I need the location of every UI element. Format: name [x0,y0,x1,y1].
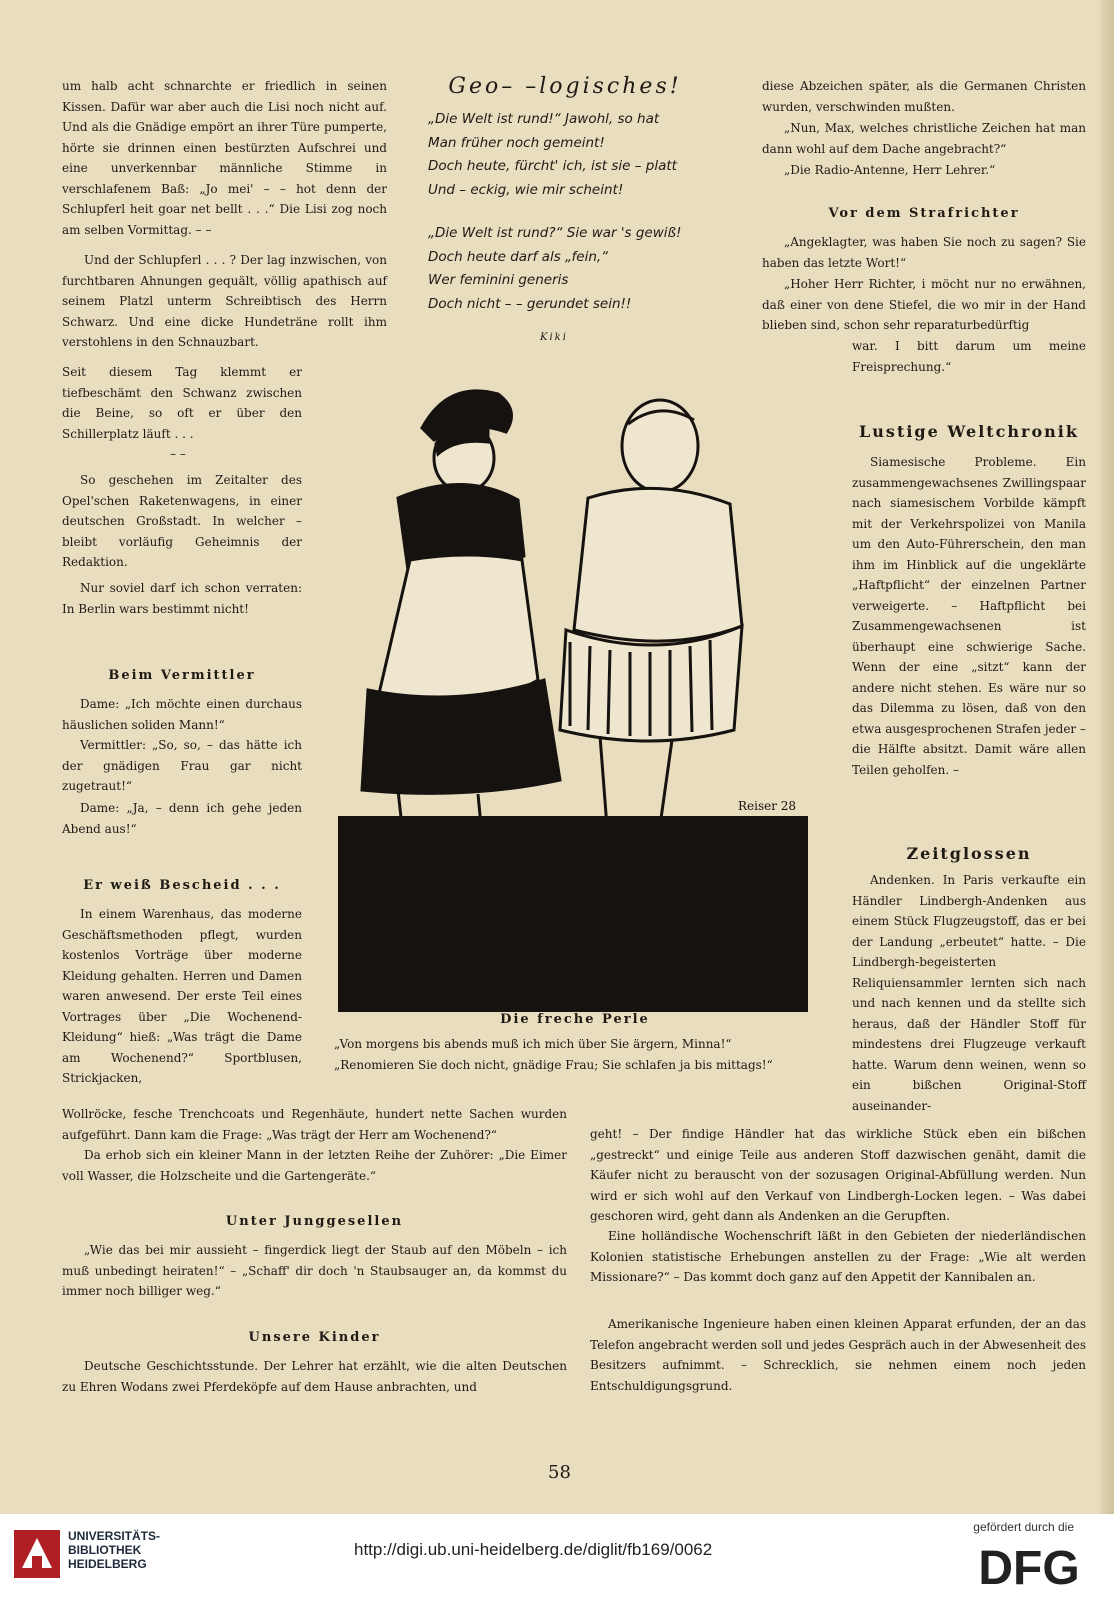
heading-kinder: Unsere Kinder [248,1330,381,1345]
page-number: 58 [548,1462,571,1483]
kinder-text: Deutsche Geschichtsstunde. Der Lehrer hat erzählt, wie die alten Deutschen zu Ehren Wodans zwei Pferdeköpfe auf dem Hause anbrachten, und [62,1359,567,1394]
vermittler-line-3: Dame: „Ja, – denn ich gehe jeden Abend aus!“ [62,801,302,836]
university-line-3: HEIDELBERG [68,1557,147,1571]
footer-bar [0,1514,1114,1599]
page-fold [1100,0,1114,1514]
poem-line: Doch heute, fürcht' ich, ist sie – platt [428,158,677,174]
poem-line: Doch heute darf als „fein,“ [428,248,609,265]
university-logo-icon [12,1528,62,1580]
cartoon-illustration [338,380,818,1014]
sponsor-text: gefördert durch die [973,1520,1074,1534]
bescheid-part-3: Da erhob sich ein kleiner Mann in der letzten Reihe der Zuhörer: „Die Eimer voll Wasser, die Holzscheite und die Gartengeräte.“ [62,1148,567,1183]
separator: – – [170,447,186,461]
heading-strafrichter: Vor dem Strafrichter [828,206,1020,221]
strafrichter-para-2b: war. I bitt darum um meine Freisprechung.“ [852,339,1086,374]
right-para-1: diese Abzeichen später, als die Germanen Christen wurden, verschwinden mußten. [762,79,1086,114]
right-para-3: „Die Radio-Antenne, Herr Lehrer.“ [784,163,996,177]
poem-line: Doch nicht – – gerundet sein!! [428,295,632,312]
junggesellen-text: „Wie das bei mir aussieht – fingerdick liegt der Staub auf den Möbeln – ich muß unbedingt heiraten!“ – „Schaff' dir doch 'n Staubsauger an, da kommst du immer noch billiger weg.“ [62,1243,567,1298]
lady-figure [560,400,742,860]
caption-line-2: „Renomieren Sie doch nicht, gnädige Frau; Sie schlafen ja bis mittags!“ [334,1058,773,1072]
heading-junggesellen: Unter Junggesellen [225,1214,404,1229]
bescheid-part-2: Wollröcke, fesche Trenchcoats und Regenhäute, hundert nette Sachen wurden aufgeführt. Dann kam die Frage: „Was trägt der Herr am Wochenend?“ [62,1107,567,1142]
cartoon-caption [334,1034,816,1076]
bescheid-part-1: In einem Warenhaus, das moderne Geschäftsmethoden pflegt, wurden kostenlos Vorträge über moderne Kleidung gehalten. Herren und Damen waren anwesend. Der erste Teil eines Vortrages über „Die Wochenend-Kleidung“ hieß: „Was trägt die Dame am Wochenend?“ Sportblusen, Strickjacken, [62,907,302,1085]
poem-line: Wer feminini generis [428,272,569,288]
heading-weltchronik: Lustige Weltchronik [859,422,1079,441]
heading-zeitglossen: Zeitglossen [906,844,1032,863]
right-para-2: „Nun, Max, welches christliche Zeichen hat man dann wohl auf dem Dache angebracht?“ [762,121,1086,156]
strafrichter-para-2a: „Hoher Herr Richter, i möcht nur no erwähnen, daß einer von dene Stiefel, die wo mir in der Hand blieben sind, schon sehr reparaturbedürftig [762,277,1086,332]
cartoon-title: Die freche Perle [500,1012,650,1027]
university-line-1: UNIVERSITÄTS- [68,1529,161,1543]
heading-bescheid: Er weiß Bescheid . . . [83,878,281,893]
zeitglossen-para-3: Amerikanische Ingenieure haben einen kleinen Apparat erfunden, der an das Telefon angebracht werden soll und jedes Gespräch auch in der Abwesenheit des Besitzers aufnimmt. – Schrecklich, sie nehmen einem noch jeden Entschuldigungsgrund. [590,1317,1086,1393]
university-name [68,1529,160,1571]
artist-signature: Reiser 28 [738,799,797,813]
heading-vermittler: Beim Vermittler [108,668,256,683]
dark-floor [338,816,808,1012]
caption-line-1: „Von morgens bis abends muß ich mich über Sie ärgern, Minna!“ [334,1037,732,1051]
zeitglossen-para-2: Eine holländische Wochenschrift läßt in den Gebieten der niederländischen Kolonien statistische Erhebungen anstellen zu der Frage: „Wie alt werden Missionare?“ – Das kommt doch ganz auf den Appetit der Kannibalen an. [590,1229,1086,1284]
poem-stanza-2 [428,222,681,316]
strafrichter-para-1: „Angeklagter, was haben Sie noch zu sagen? Sie haben das letzte Wort!“ [762,235,1086,270]
vermittler-line-2: Vermittler: „So, so, – das hätte ich der gnädigen Frau gar nicht zugetraut!“ [62,738,302,793]
source-url-link[interactable]: http://digi.ub.uni-heidelberg.de/diglit/fb169/0062 [354,1540,713,1559]
left-para-4: So geschehen im Zeitalter des Opel'schen Raketenwagens, in einer deutschen Großstadt. In welcher – bleibt vorläufig Geheimnis der Redaktion. [62,473,302,569]
poem-stanza-1 [428,108,677,202]
left-para-5: Nur soviel darf ich schon verraten: In Berlin wars bestimmt nicht! [62,581,302,616]
zeitglossen-para-1a: Andenken. In Paris verkaufte ein Händler Lindbergh-Andenken aus einem Stück Flugzeugstoff, das er bei der Landung „erbeutet“ hatte. – Die Lindbergh-begeisterten Reliquiensammler lernten sich nach und nach kennen und da stellte sich heraus, daß der Händler Stoff für mindestens drei Flugzeuge verkauft hatte. Warum denn weinen, wenn so ein bißchen Original-Stoff auseinander- [852,873,1086,1113]
poem-title: Geo– –logisches! [448,74,682,99]
poem-line: „Die Welt ist rund?“ Sie war 's gewiß! [428,225,682,241]
left-para-1: um halb acht schnarchte er friedlich in seinen Kissen. Dafür war aber auch die Lisi noch nicht auf. Und als die Gnädige empört an ihrer Türe pumperte, hörte sie drinnen einen bestürzten Aufschrei und eine unverkennbar männliche Stimme in verschlafenem Baß: „Jo mei' – – hot denn der Schlupferl heit goar net bellt . . .“ Die Lisi zog noch am selben Vormittag. – – [62,79,387,237]
university-line-2: BIBLIOTHEK [68,1543,142,1557]
left-para-3: Seit diesem Tag klemmt er tiefbeschämt den Schwanz zwischen die Beine, so oft er über den Schillerplatz läuft . . . [62,365,302,441]
dfg-logo [966,1536,1092,1592]
poem-line: „Die Welt ist rund!“ Jawohl, so hat [428,111,660,127]
weltchronik-text: Siamesische Probleme. Ein zusammengewachsenes Zwillingspaar nach siamesischem Vorbilde kämpft mit der Verkehrspolizei von Manila um den Auto-Führerschein, den man ihm im Hinblick auf die ungeklärte „Haftpflicht“ der einzelnen Partner verweigerte. – Haftpflicht bei Zusammengewachsenen ist überhaupt eine schwierige Sache. Wenn der eine „sitzt“ kann der andere nicht stehen. Es wäre nur so das Dilemma zu lösen, daß von den etwa ausgesprochenen Strafen jeder – die Hälfte absitzt. Damit wäre allen Teilen geholfen. – [852,455,1086,777]
left-para-2: Und der Schlupferl . . . ? Der lag inzwischen, von furchtbaren Ahnungen gequält, völlig apathisch auf seinem Platzl unterm Schreibtisch des Herrn Schwarz. Und eine dicke Hundeträne rollt ihm verstohlens in den Schnauzbart. [62,253,387,349]
poem-line: Und – eckig, wie mir scheint! [428,181,624,198]
zeitglossen-para-1b: geht! – Der findige Händler hat das wirkliche Stück eben ein bißchen „gestreckt“ und einige Teile aus anderen Stoff dazwischen genäht, damit die Käufer nicht zu berauscht von der sozusagen Original-Abfüllung werden. Nun wird er sich wohl auf den Verkauf von Lindbergh-Locken legen. – Was dabei geschoren wird, geht dann als Andenken an die Gerupften. [590,1127,1086,1223]
vermittler-line-1: Dame: „Ich möchte einen durchaus häuslichen soliden Mann!“ [62,697,302,732]
poem-author: Kiki [540,332,568,343]
dfg-logo-text: DFG [978,1542,1080,1592]
poem-line: Man früher noch gemeint! [428,134,605,151]
